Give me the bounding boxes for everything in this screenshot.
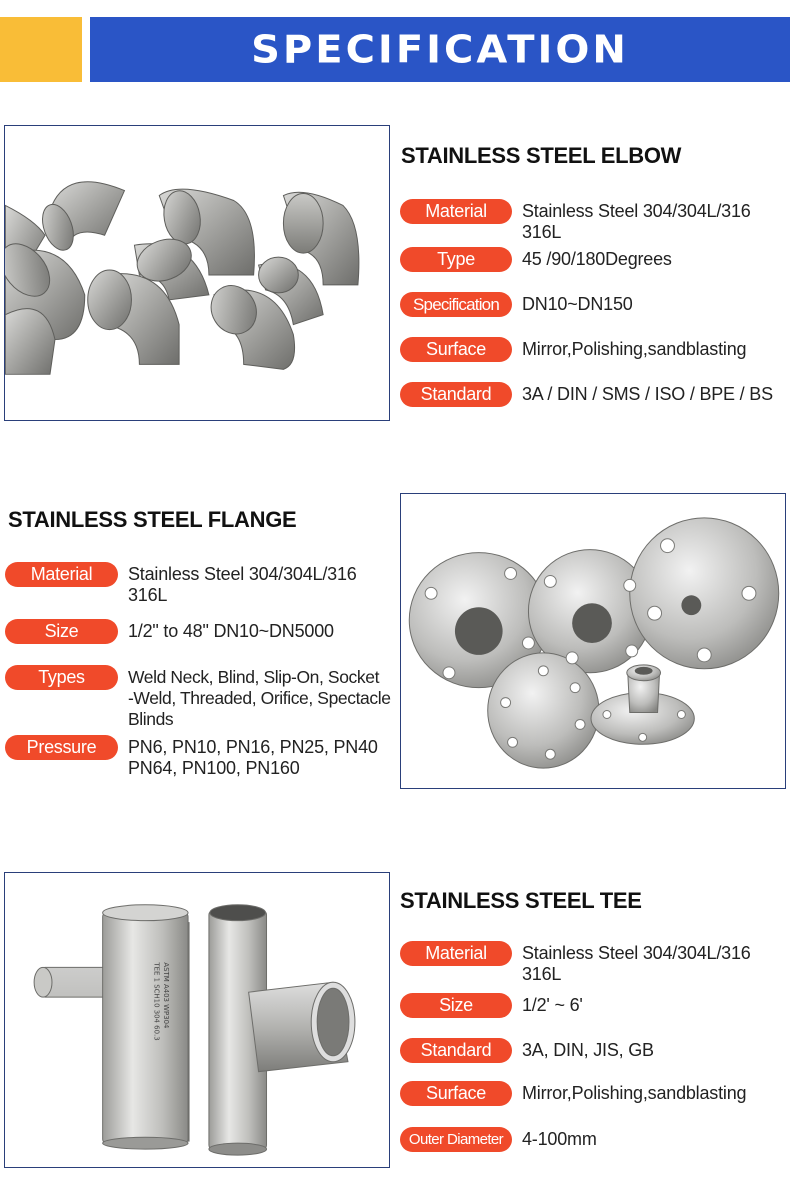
svg-text:TEE 1 SCH10 304 60.3: TEE 1 SCH10 304 60.3 <box>152 962 161 1041</box>
spec-label: Size <box>400 993 512 1018</box>
flange-title: STAINLESS STEEL FLANGE <box>8 507 297 532</box>
flange-spec-types <box>5 665 391 730</box>
tee-spec-standard <box>400 1038 654 1063</box>
spec-value: Mirror,Polishing,sandblasting <box>522 339 747 359</box>
spec-value: 45 /90/180Degrees <box>522 249 672 269</box>
spec-value: Stainless Steel 304/304L/316 316L <box>522 201 751 242</box>
spec-label: Type <box>400 247 512 272</box>
spec-value: Stainless Steel 304/304L/316 316L <box>128 564 357 605</box>
spec-label: Pressure <box>5 735 118 760</box>
elbow-spec-surface <box>400 337 746 362</box>
spec-label: Surface <box>400 337 512 362</box>
elbow-spec-type <box>400 247 672 272</box>
spec-label: Material <box>400 941 512 966</box>
tee-photo <box>4 872 390 1168</box>
spec-label: Types <box>5 665 118 690</box>
spec-value: 1/2' ~ 6' <box>522 995 583 1015</box>
spec-value: Weld Neck, Blind, Slip-On, Socket -Weld, Threaded, Orifice, Spectacle Blinds <box>128 667 391 729</box>
banner <box>90 17 790 82</box>
spec-label: Standard <box>400 382 512 407</box>
banner-title: SPECIFICATION <box>251 27 629 72</box>
banner-accent <box>0 17 82 82</box>
tee-spec-size <box>400 993 583 1018</box>
svg-text:ASTM A403 WP304: ASTM A403 WP304 <box>162 962 171 1029</box>
spec-value: 3A / DIN / SMS / ISO / BPE / BS <box>522 384 773 404</box>
flange-spec-size <box>5 619 334 644</box>
spec-label: Size <box>5 619 118 644</box>
tee-spec-outer-diameter <box>400 1127 597 1152</box>
elbow-title: STAINLESS STEEL ELBOW <box>401 143 682 168</box>
flange-spec-pressure <box>5 735 378 779</box>
spec-label: Outer Diameter <box>400 1127 512 1152</box>
spec-value: PN6, PN10, PN16, PN25, PN40 PN64, PN100, PN160 <box>128 737 378 778</box>
elbow-spec-material <box>400 199 751 243</box>
tee-title: STAINLESS STEEL TEE <box>400 888 642 913</box>
tee-spec-material <box>400 941 751 985</box>
tee-spec-surface <box>400 1081 746 1106</box>
spec-label: Standard <box>400 1038 512 1063</box>
spec-value: 3A, DIN, JIS, GB <box>522 1040 654 1060</box>
elbow-photo <box>4 125 390 421</box>
spec-value: 1/2" to 48" DN10~DN5000 <box>128 621 334 641</box>
spec-label: Material <box>400 199 512 224</box>
spec-value: Stainless Steel 304/304L/316 316L <box>522 943 751 984</box>
spec-label: Surface <box>400 1081 512 1106</box>
spec-value: 4-100mm <box>522 1129 597 1149</box>
spec-label: Specification <box>400 292 512 317</box>
spec-label: Material <box>5 562 118 587</box>
flange-photo <box>400 493 786 789</box>
elbow-spec-specification <box>400 292 633 317</box>
elbow-spec-standard <box>400 382 773 407</box>
flange-spec-material <box>5 562 357 606</box>
spec-value: DN10~DN150 <box>522 294 633 314</box>
spec-value: Mirror,Polishing,sandblasting <box>522 1083 747 1103</box>
